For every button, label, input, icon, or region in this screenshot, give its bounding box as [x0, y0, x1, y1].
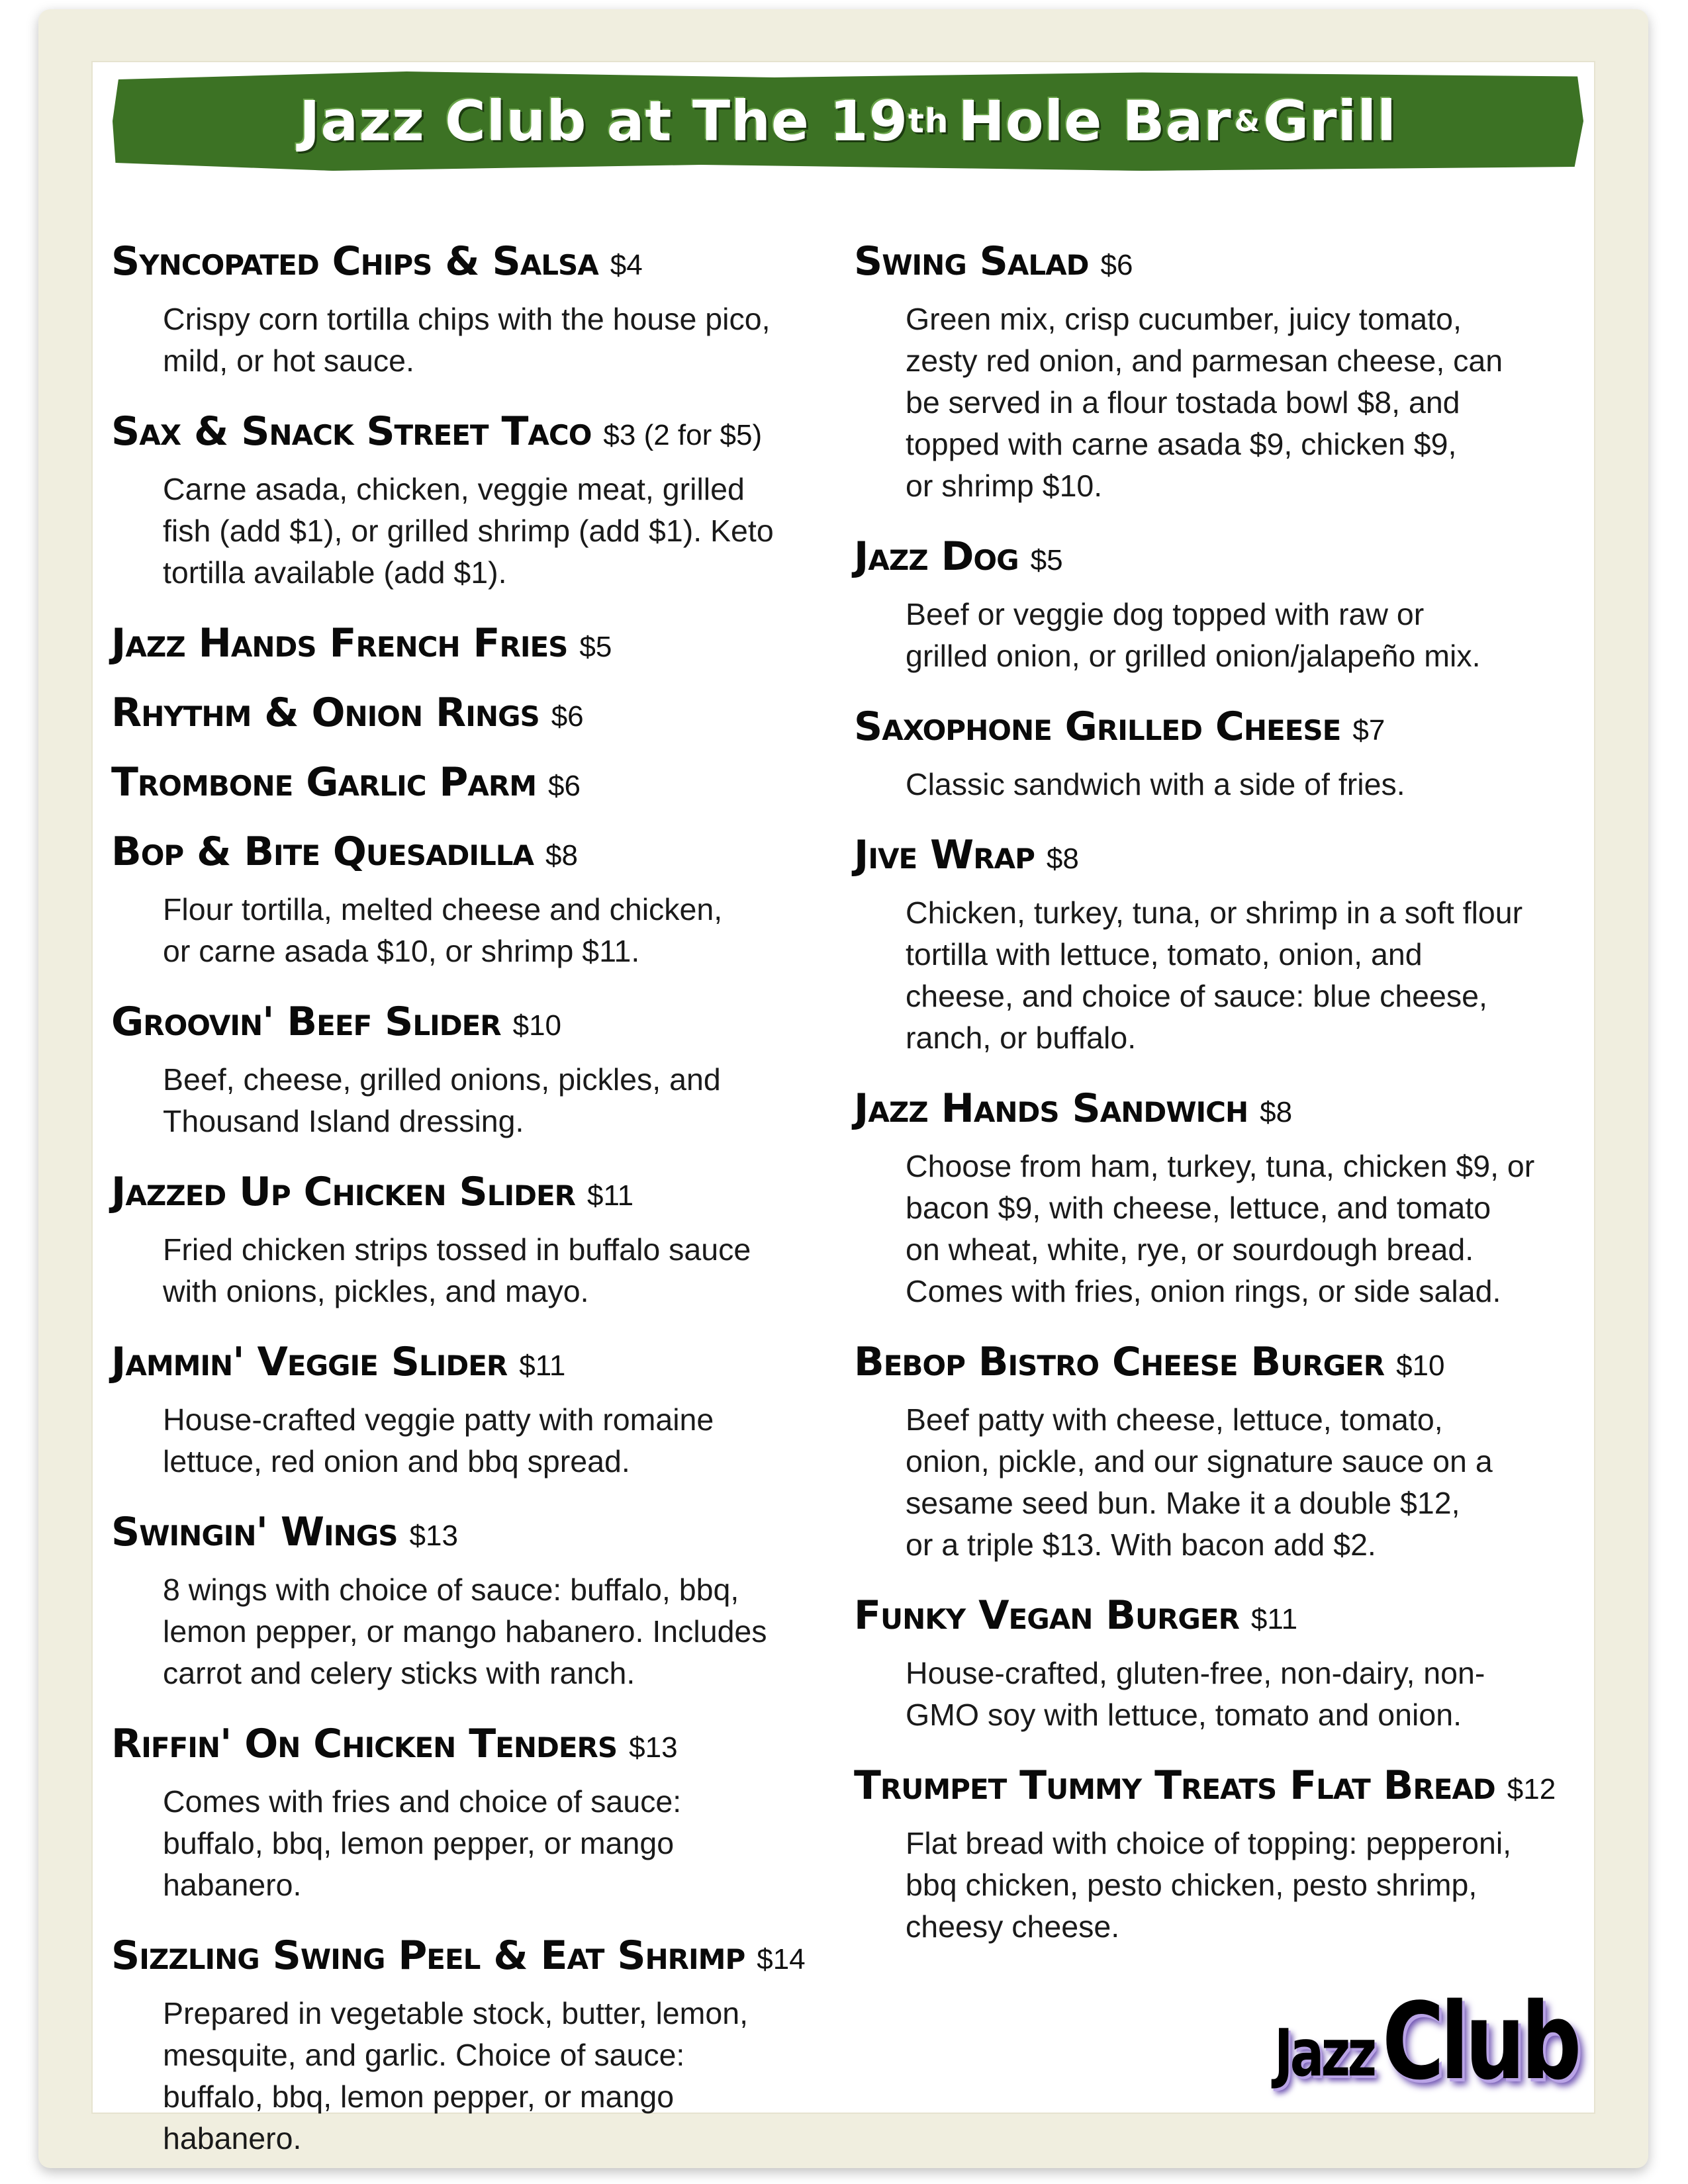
- menu-item-price: $11: [519, 1349, 566, 1382]
- menu-item-name: Syncopated Chips & Salsa: [111, 238, 598, 285]
- menu-item-description-line: buffalo, bbq, lemon pepper, or mango: [163, 2079, 675, 2114]
- menu-item-description-line: Carne asada, chicken, veggie meat, grilled: [163, 472, 745, 506]
- menu-item-description-line: or a triple $13. With bacon add $2.: [906, 1527, 1376, 1562]
- menu-item: [111, 993, 846, 1144]
- menu-item-description-line: Prepared in vegetable stock, butter, lemon,: [163, 1996, 749, 2030]
- menu-item-description-line: Choose from ham, turkey, tuna, chicken $9, or: [906, 1149, 1535, 1183]
- menu-item-header: [111, 1715, 846, 1782]
- menu-item-description-line: tortilla with lettuce, tomato, onion, and: [906, 937, 1423, 972]
- menu-item-description-line: Thousand Island dressing.: [163, 1104, 524, 1138]
- menu-item-name: Saxophone Grilled Cheese: [854, 704, 1341, 750]
- menu-item-description-line: Classic sandwich with a side of fries.: [906, 767, 1405, 801]
- menu-item: [111, 823, 846, 974]
- menu-item-description-line: zesty red onion, and parmesan cheese, can: [906, 343, 1503, 378]
- menu-item-description-line: habanero.: [163, 1868, 302, 1902]
- menu-item-name: Swingin' Wings: [111, 1509, 398, 1555]
- menu-item: [111, 1927, 846, 2161]
- menu-item: [111, 1163, 846, 1314]
- menu-item-price: $11: [1250, 1603, 1298, 1635]
- menu-item: [854, 1757, 1595, 1949]
- menu-item-header: [854, 1080, 1595, 1147]
- menu-item-price: $6: [551, 700, 584, 733]
- menu-item: [111, 403, 846, 595]
- menu-item-header: [111, 1927, 846, 1994]
- title-sup: th: [908, 102, 949, 140]
- menu-item-name: Swing Salad: [854, 238, 1089, 285]
- menu-item: [111, 615, 846, 682]
- menu-item-price: $8: [1260, 1096, 1293, 1128]
- menu-item: [854, 528, 1595, 678]
- menu-item-price: $3 (2 for $5): [603, 419, 763, 451]
- menu-item-description-line: Beef patty with cheese, lettuce, tomato,: [906, 1402, 1443, 1437]
- menu-item-name: Sizzling Swing Peel & Eat Shrimp: [111, 1933, 745, 1979]
- menu-item-name: Trombone Garlic Parm: [111, 759, 537, 805]
- menu-item-description-line: be served in a flour tostada bowl $8, and: [906, 385, 1460, 420]
- menu-item-description-line: 8 wings with choice of sauce: buffalo, bbq,: [163, 1572, 739, 1607]
- menu-item-name: Jazzed Up Chicken Slider: [111, 1169, 575, 1215]
- menu-item-header: [854, 1587, 1595, 1654]
- menu-item: [854, 1080, 1595, 1314]
- menu-item-description-line: Flat bread with choice of topping: pepperoni,: [906, 1826, 1512, 1860]
- menu-item-description-line: tortilla available (add $1).: [163, 555, 507, 590]
- menu-item-description-line: lemon pepper, or mango habanero. Includes: [163, 1614, 767, 1649]
- menu-item: [854, 233, 1595, 508]
- menu-item: [111, 684, 846, 751]
- menu-item: [854, 1587, 1595, 1737]
- menu-item-description-line: Comes with fries, onion rings, or side salad.: [906, 1274, 1501, 1308]
- title-part2: Hole Bar: [958, 89, 1232, 154]
- menu-item-description-line: bbq chicken, pesto chicken, pesto shrimp,: [906, 1868, 1477, 1902]
- menu-item-name: Jazz Hands Sandwich: [854, 1085, 1248, 1132]
- menu-item-price: $8: [1046, 842, 1079, 875]
- menu-item-name: Funky Vegan Burger: [854, 1592, 1239, 1639]
- menu-item-price: $11: [586, 1179, 634, 1212]
- menu-item-name: Jammin' Veggie Slider: [111, 1339, 508, 1385]
- menu-item-description-line: lettuce, red onion and bbq spread.: [163, 1444, 630, 1479]
- menu-item-description-line: ranch, or buffalo.: [906, 1021, 1137, 1055]
- menu-item-description-line: Beef, cheese, grilled onions, pickles, and: [163, 1062, 721, 1097]
- menu-item-description-line: Crispy corn tortilla chips with the house pico,: [163, 302, 771, 336]
- menu-item: [111, 233, 846, 383]
- menu-item-description-line: habanero.: [163, 2121, 302, 2156]
- menu-item-description-line: Comes with fries and choice of sauce:: [163, 1784, 682, 1819]
- menu-item-name: Groovin' Beef Slider: [111, 999, 501, 1045]
- menu-item: [854, 827, 1595, 1060]
- menu-item-price: $12: [1507, 1773, 1556, 1805]
- menu-item-description-line: Flour tortilla, melted cheese and chicken,: [163, 892, 723, 927]
- menu-item-description-line: or carne asada $10, or shrimp $11.: [163, 934, 640, 968]
- menu-item-name: Sax & Snack Street Taco: [111, 408, 592, 455]
- menu-item-name: Bebop Bistro Cheese Burger: [854, 1339, 1385, 1385]
- menu-item-description-line: Chicken, turkey, tuna, or shrimp in a soft flour: [906, 895, 1523, 930]
- menu-item-header: [854, 528, 1595, 595]
- menu-item-header: [111, 233, 846, 300]
- title-amp: &: [1234, 104, 1261, 138]
- menu-item-price: $6: [1100, 249, 1133, 281]
- menu-item-header: [111, 823, 846, 890]
- menu-item-description-line: bacon $9, with cheese, lettuce, and tomato: [906, 1191, 1491, 1225]
- menu-item-header: [111, 754, 846, 821]
- jazz-club-logo: [1274, 1976, 1585, 2103]
- menu-item-header: [111, 1504, 846, 1570]
- menu-item-header: [854, 1757, 1595, 1824]
- menu-item-header: [111, 403, 846, 470]
- menu-item-header: [111, 684, 846, 751]
- menu-item-header: [854, 233, 1595, 300]
- menu-item: [854, 1334, 1595, 1567]
- menu-item: [111, 1715, 846, 1907]
- menu-item-description-line: grilled onion, or grilled onion/jalapeño mix.: [906, 639, 1481, 673]
- menu-item-name: Trumpet Tummy Treats Flat Bread: [854, 1762, 1495, 1809]
- menu-item-price: $14: [757, 1943, 806, 1976]
- menu-item-price: $10: [512, 1009, 562, 1042]
- menu-item: [111, 754, 846, 821]
- menu-item-price: $13: [629, 1731, 678, 1764]
- menu-item-description-line: mild, or hot sauce.: [163, 343, 414, 378]
- menu-item-header: [854, 827, 1595, 893]
- menu-item-description-line: cheese, and choice of sauce: blue cheese,: [906, 979, 1487, 1013]
- menu-item-price: $6: [548, 770, 581, 802]
- title-part1: Jazz Club at The 19: [299, 89, 909, 154]
- menu-item-description-line: Green mix, crisp cucumber, juicy tomato,: [906, 302, 1462, 336]
- menu-item-description-line: GMO soy with lettuce, tomato and onion.: [906, 1698, 1462, 1732]
- menu-item-name: Riffin' On Chicken Tenders: [111, 1721, 618, 1767]
- menu-column-left: [111, 233, 846, 2181]
- menu-item-description-line: on wheat, white, rye, or sourdough bread.: [906, 1232, 1474, 1267]
- menu-item-description-line: carrot and celery sticks with ranch.: [163, 1656, 635, 1690]
- menu-item-price: $10: [1396, 1349, 1445, 1382]
- menu-item-description-line: buffalo, bbq, lemon pepper, or mango: [163, 1826, 675, 1860]
- menu-item-description-line: topped with carne asada $9, chicken $9,: [906, 427, 1457, 461]
- menu-item-description-line: House-crafted veggie patty with romaine: [163, 1402, 714, 1437]
- menu-item-name: Jazz Dog: [854, 533, 1019, 580]
- menu-item-price: $13: [409, 1520, 458, 1552]
- logo-word-club: Club: [1382, 1979, 1577, 2103]
- menu-item-description-line: House-crafted, gluten-free, non-dairy, non-: [906, 1656, 1485, 1690]
- menu-item-description-line: sesame seed bun. Make it a double $12,: [906, 1486, 1460, 1520]
- menu-item-price: $5: [579, 631, 612, 663]
- menu-column-right: [854, 233, 1595, 1969]
- menu-item-header: [111, 993, 846, 1060]
- menu-item-price: $4: [610, 249, 643, 281]
- menu-item-description-line: Beef or veggie dog topped with raw or: [906, 597, 1425, 631]
- menu-item-name: Rhythm & Onion Rings: [111, 690, 539, 736]
- menu-item-header: [111, 1334, 846, 1400]
- menu-item-description-line: mesquite, and garlic. Choice of sauce:: [163, 2038, 685, 2072]
- menu-item: [111, 1334, 846, 1484]
- menu-item-description-line: or shrimp $10.: [906, 469, 1103, 503]
- menu-item-header: [854, 698, 1595, 765]
- menu-item-name: Bop & Bite Quesadilla: [111, 829, 534, 875]
- menu-item-description-line: onion, pickle, and our signature sauce on a: [906, 1444, 1493, 1479]
- logo-word-jazz: Jazz: [1274, 2016, 1374, 2091]
- menu-item-header: [111, 615, 846, 682]
- menu-item-header: [111, 1163, 846, 1230]
- menu-item-name: Jazz Hands French Fries: [111, 620, 568, 666]
- menu-item: [111, 1504, 846, 1696]
- menu-item: [854, 698, 1595, 807]
- menu-item-description-line: cheesy cheese.: [906, 1909, 1120, 1944]
- menu-item-price: $5: [1030, 544, 1063, 576]
- menu-item-description-line: Fried chicken strips tossed in buffalo sauce: [163, 1232, 751, 1267]
- menu-item-header: [854, 1334, 1595, 1400]
- menu-item-description-line: fish (add $1), or grilled shrimp (add $1). Keto: [163, 514, 774, 548]
- menu-item-description-line: with onions, pickles, and mayo.: [163, 1274, 589, 1308]
- menu-item-price: $8: [545, 839, 578, 872]
- page-title: [113, 71, 1583, 171]
- menu-item-name: Jive Wrap: [854, 832, 1035, 878]
- title-part3: Grill: [1263, 89, 1397, 154]
- menu-item-price: $7: [1352, 714, 1385, 747]
